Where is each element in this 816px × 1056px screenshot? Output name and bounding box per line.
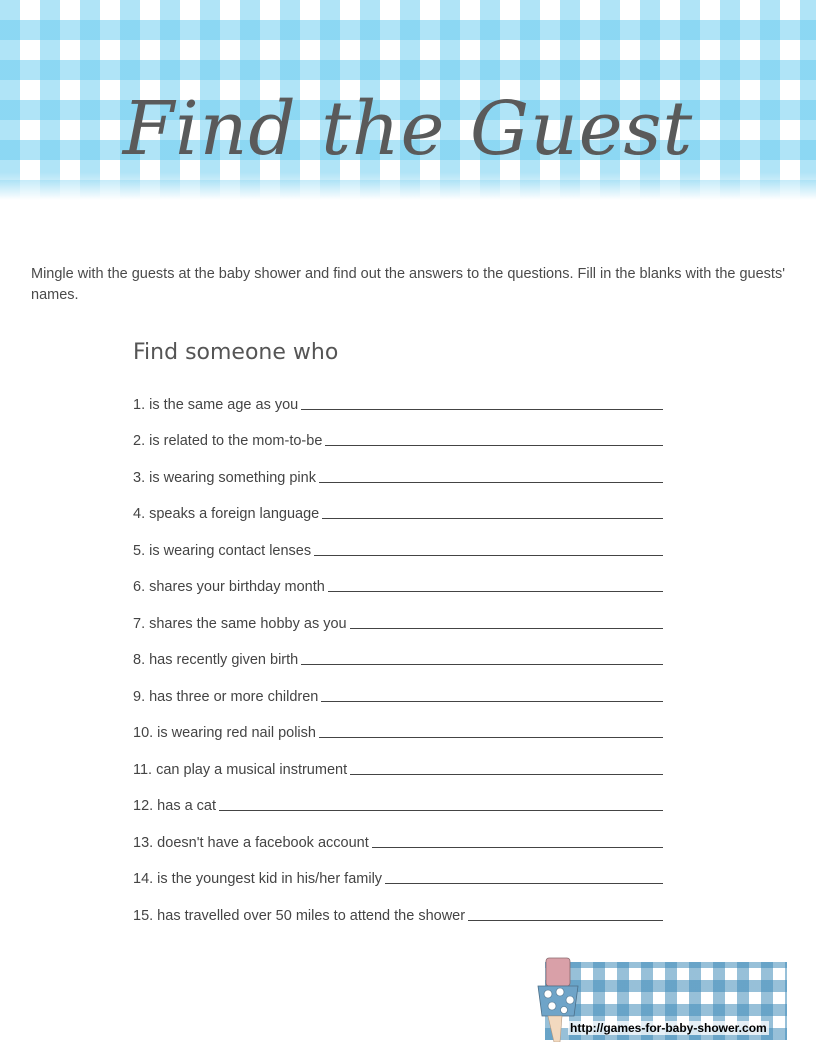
question-item (133, 559, 663, 596)
answer-blank-line (322, 504, 663, 519)
question-text: 10. is wearing red nail polish (133, 725, 316, 741)
question-item (133, 741, 663, 778)
answer-blank-line (350, 760, 663, 775)
answer-blank-line (319, 723, 663, 738)
question-item (133, 449, 663, 486)
question-text: 9. has three or more children (133, 688, 319, 705)
website-link[interactable]: http://games-for-baby-shower.com (570, 1021, 767, 1035)
question-text: 5. is wearing contact lenses (133, 542, 312, 559)
question-list (133, 376, 663, 924)
question-text: 3. is wearing something pink (133, 469, 316, 486)
question-item (133, 522, 663, 559)
question-item (133, 705, 663, 742)
answer-blank-line (301, 650, 663, 665)
question-item (133, 814, 663, 851)
question-text: 15. has travelled over 50 miles to attend the shower (133, 907, 466, 924)
question-text: 13. doesn't have a facebook account (133, 834, 369, 851)
question-item (133, 632, 663, 669)
answer-blank-line (468, 906, 663, 921)
answer-blank-line (372, 833, 663, 848)
question-item (133, 778, 663, 815)
question-item (133, 668, 663, 705)
answer-blank-line (314, 541, 663, 556)
question-text: 6. shares your birthday month (133, 579, 325, 595)
question-text: 4. speaks a foreign language (133, 506, 320, 522)
answer-blank-line (301, 395, 663, 410)
question-item (133, 486, 663, 523)
question-text: 1. is the same age as you (133, 396, 299, 413)
questions-heading: Find someone who (133, 340, 339, 365)
answer-blank-line (328, 577, 663, 592)
question-text: 2. is related to the mom-to-be (133, 433, 323, 449)
answer-blank-line (219, 796, 663, 811)
question-text: 14. is the youngest kid in his/her family (133, 871, 383, 887)
answer-blank-line (321, 687, 663, 702)
question-item (133, 851, 663, 888)
question-text: 11. can play a musical instrument (133, 761, 348, 778)
page-title: Find the Guest (122, 86, 694, 172)
question-text: 8. has recently given birth (133, 652, 299, 668)
answer-blank-line (319, 468, 663, 483)
question-item (133, 887, 663, 924)
answer-blank-line (385, 869, 663, 884)
question-text: 7. shares the same hobby as you (133, 615, 347, 632)
question-item (133, 595, 663, 632)
answer-blank-line (350, 614, 663, 629)
answer-blank-line (325, 431, 663, 446)
question-item (133, 413, 663, 450)
question-text: 12. has a cat (133, 798, 217, 814)
question-item (133, 376, 663, 413)
instructions-text: Mingle with the guests at the baby shower and find out the answers to the questions. Fill in the blanks with the guests' names. (31, 266, 785, 303)
